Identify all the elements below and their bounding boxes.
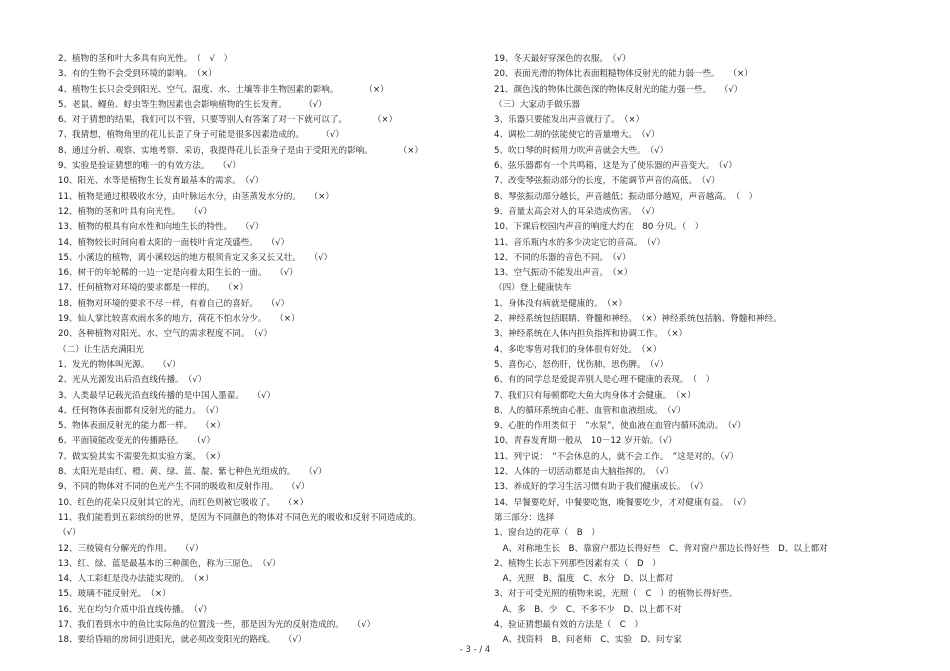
text-line: 16、光在均匀介质中沿直线传播。 （√） [58,604,212,615]
text-line: 13、植物的根具有向水性和向地生长的特性。 （√） [58,222,264,233]
text-line: 8、人的循环系统由心脏、血管和血液组成。 （√） [494,405,686,416]
text-line: 10、下课后校园内声音的响度大约在 80 分贝。（ ） [494,222,704,233]
text-line: 12、植物的茎和叶具有向光性。 （√） [58,206,212,217]
text-line: A、找资料 B、问老师 C、实验 D、问专家 [494,635,682,646]
text-line: 12、人体的一切活动都是由大脑指挥的。 （√） [494,467,674,478]
text-line: 7、我猜想，植物角里的花儿长歪了身子可能是很多因素造成的。 （√） [58,130,344,141]
text-line: 11、音乐瓶内水的多少决定它的音高。 （√） [494,237,666,248]
text-line: 18、植物对环境的要求不尽一样，有着自己的喜好。 （√） [58,298,290,309]
text-line: 8、琴弦振动部分越长，声音越低；振动部分越短，声音越高。 （ ） [494,191,758,202]
text-line: 13、空气振动不能发出声音。 （×） [494,268,633,279]
text-line: 20、各种植物对阳光、水、空气的需求程度不同。 （√） [58,329,273,340]
text-line: （二）让生活充满阳光 [58,344,144,355]
text-line: 6、平面镜能改变光的传播路径。 （√） [58,436,216,447]
text-line: 5、吹口琴的时候用力吹声音就会大些。 （√） [494,145,669,156]
text-line: 13、红、绿、蓝是最基本的三种颜色，称为三原色。 （√） [58,558,281,569]
text-line: 16、树干的年轮稀的一边一定是向着太阳生长的一面。 （√） [58,268,298,279]
text-line: 第三部分：选择 [494,512,555,523]
text-line: A、多 B、少 C、不多不少 D、以上都不对 [494,604,682,615]
text-line: 19、冬天最好穿深色的衣服。 （√） [494,54,631,64]
text-line: 7、改变琴弦振动部分的长度，不能调节声音的高低。 （√） [494,176,720,187]
text-line: A、光照 B、温度 C、水分 D、以上都对 [494,574,674,585]
text-line: 18、要给昏暗的房间引进阳光，就必须改变阳光的路线。 （√） [58,635,307,646]
text-line: 13、养成好的学习生活习惯有助于我们健康成长。 （√） [494,482,709,493]
text-line: 6、弦乐器都有一个共鸣箱，这是为了使乐器的声音变大。 （√） [494,161,737,172]
left-column [58,52,478,649]
text-line: 8、太阳光是由红、橙、黄、绿、蓝、靛、紫七种色光组成的。 （√） [58,467,327,478]
text-line: 15、小溪边的植物，离小溪较远的地方根须肯定又多又长又壮。 （√） [58,252,333,263]
text-line: A、对称地生长 B、靠窗户那边长得好些 C、背对窗户那边长得好些 D、以上都对 [494,543,828,554]
text-line: 10、青春发育期一般从 10－12 岁开始。（√） [494,436,677,447]
text-line: 12、三棱镜有分解光的作用。 （√） [58,543,204,554]
text-line: 4、植物生长只会受到阳光、空气、温度、水、土壤等非生物因素的影响。 （×） [58,84,389,95]
text-line: 6、对于猜想的结果，我们可以不管，只要等别人有答案了对一下就可以了。 （×） [58,115,398,126]
text-line: 19、仙人掌比较喜欢雨水多的地方，荷花不怕水分少。 （×） [58,314,300,325]
text-line: 10、红色的花朵只反射其它的光，而红色则被它吸收了。 （×） [58,497,309,508]
text-line: 7、做实验其实不需要先拟实验方案。 （×） [58,451,226,462]
text-line: 11、列宁说： “不会休息的人，就不会工作。 ”这是对的。（√） [494,451,739,462]
text-line: 5、老鼠、鳗鱼、蜉虫等生物因素也会影响植物的生长发育。 （√） [58,99,327,110]
text-line: 9、不同的物体对不同的色光产生不同的吸收和反射作用。 （√） [58,482,310,493]
right-column [494,52,924,649]
text-line: 8、通过分析、观察、实地考察、采访，我提得花儿长歪身子是由于受阳光的影响。 （×） [58,145,424,156]
text-line: 4、多吃零售对我们的身体很有好处。 （×） [494,344,662,355]
text-line: 20、表面光滑的物体比表面粗糙物体反射光的能力弱一些。 （×） [494,69,753,80]
text-line: 10、阳光、水等是植物生长发育最基本的需求。 （√） [58,176,264,187]
text-line: 3、对于可受光照的植物来说，光照（ C ）的植物长得好些。 [494,589,738,600]
text-line: 6、有的同学总是爱捉弄别人是心理不健康的表现。 （ ） [494,375,715,386]
text-line: 14、早餐要吃好，中餐要吃饱，晚餐要吃少，才对健康有益。 （√） [494,497,752,508]
text-line: 14、人工彩虹是没办法能实现的。 （×） [58,574,214,585]
text-line: 2、神经系统包括眼睛、脊髓和神经。 （×）神经系统包括脑、脊髓和神经。 [494,314,782,325]
text-line: 2、植物生长志下列那些因素有关（ D ） [494,558,661,569]
text-line: （四）登上健康快车 [494,283,572,294]
text-line: 21、颜色浅的物体比颜色深的物体反射光的能力强一些。 （√） [494,84,743,95]
page-number: - 3 - / 4 [459,645,491,655]
text-line: 3、人类最早记载光沿直线传播的是中国人墨翟。 （√） [58,390,276,401]
text-line: 7、我们只有每顿都吃大鱼大肉身体才会健康。 （×） [494,390,696,401]
text-line: 14、植物较长时间向着太阳的一面枝叶肯定茂盛些。 （√） [58,237,290,248]
text-line: 9、心脏的作用类似于 “水泵”，使血液在血管内循环流动。 （√） [494,421,746,432]
text-line: 2、光从光源发出后沿直线传播。 （√） [58,375,207,386]
text-line: 1、发光的物体叫光源。 （√） [58,359,181,370]
text-line: 17、我们看到水中的鱼比实际鱼的位置浅一些，那是因为光的反射造成的。 （√） [58,619,376,630]
text-line: 3、有的生物不会受到环境的影响。 （×） [58,69,217,80]
text-line: 5、物体表面反射光的能力都一样。 （×） [58,421,226,432]
text-line: 4、任何物体表面都有反射光的能力。 （√） [58,405,224,416]
text-line: 4、调松二胡的弦能使它的音量增大。 （√） [494,130,660,141]
text-line: 15、玻璃不能反射光。 （×） [58,589,171,600]
text-line: （√） [58,528,81,539]
text-line: 9、音量太高会对人的耳朵造成伤害。 （√） [494,206,660,217]
text-line: 12、不同的乐器的音色不同。 （√） [494,252,631,263]
text-line: 1、窗台边的花草（ B ） [494,528,600,539]
text-line: 17、任何植物对环境的要求都是一样的。 （×） [58,283,249,294]
text-line: 2、植物的茎和叶大多具有向光性。 （ √ ） [58,54,233,64]
text-line: 4、验证猜想最有效的方法是（ C ） [494,619,643,630]
text-line: 3、乐器只要能发出声音就行了。 （×） [494,115,645,126]
text-line: 1、身体没有病就是健康的。 （×） [494,298,627,309]
text-line: 11、植物是通过根吸收水分，由叶脉运水分，由茎蒸发水分的。 （×） [58,191,334,202]
text-line: 11、我们能看到五彩缤纷的世界，是因为不同颜色的物体对不同色光的吸收和反射不同造成的。 [58,512,422,523]
text-line: 9、实验是验证猜想的唯一的有效方法。 （√） [58,161,241,172]
text-line: （三）大家动手做乐器 [494,99,580,110]
text-line: 5、喜伤心，怒伤肝，忧伤肺，思伤脾。 （√） [494,359,669,370]
text-line: 3、神经系统在人体内担负指挥和协调工作。 （×） [494,329,688,340]
